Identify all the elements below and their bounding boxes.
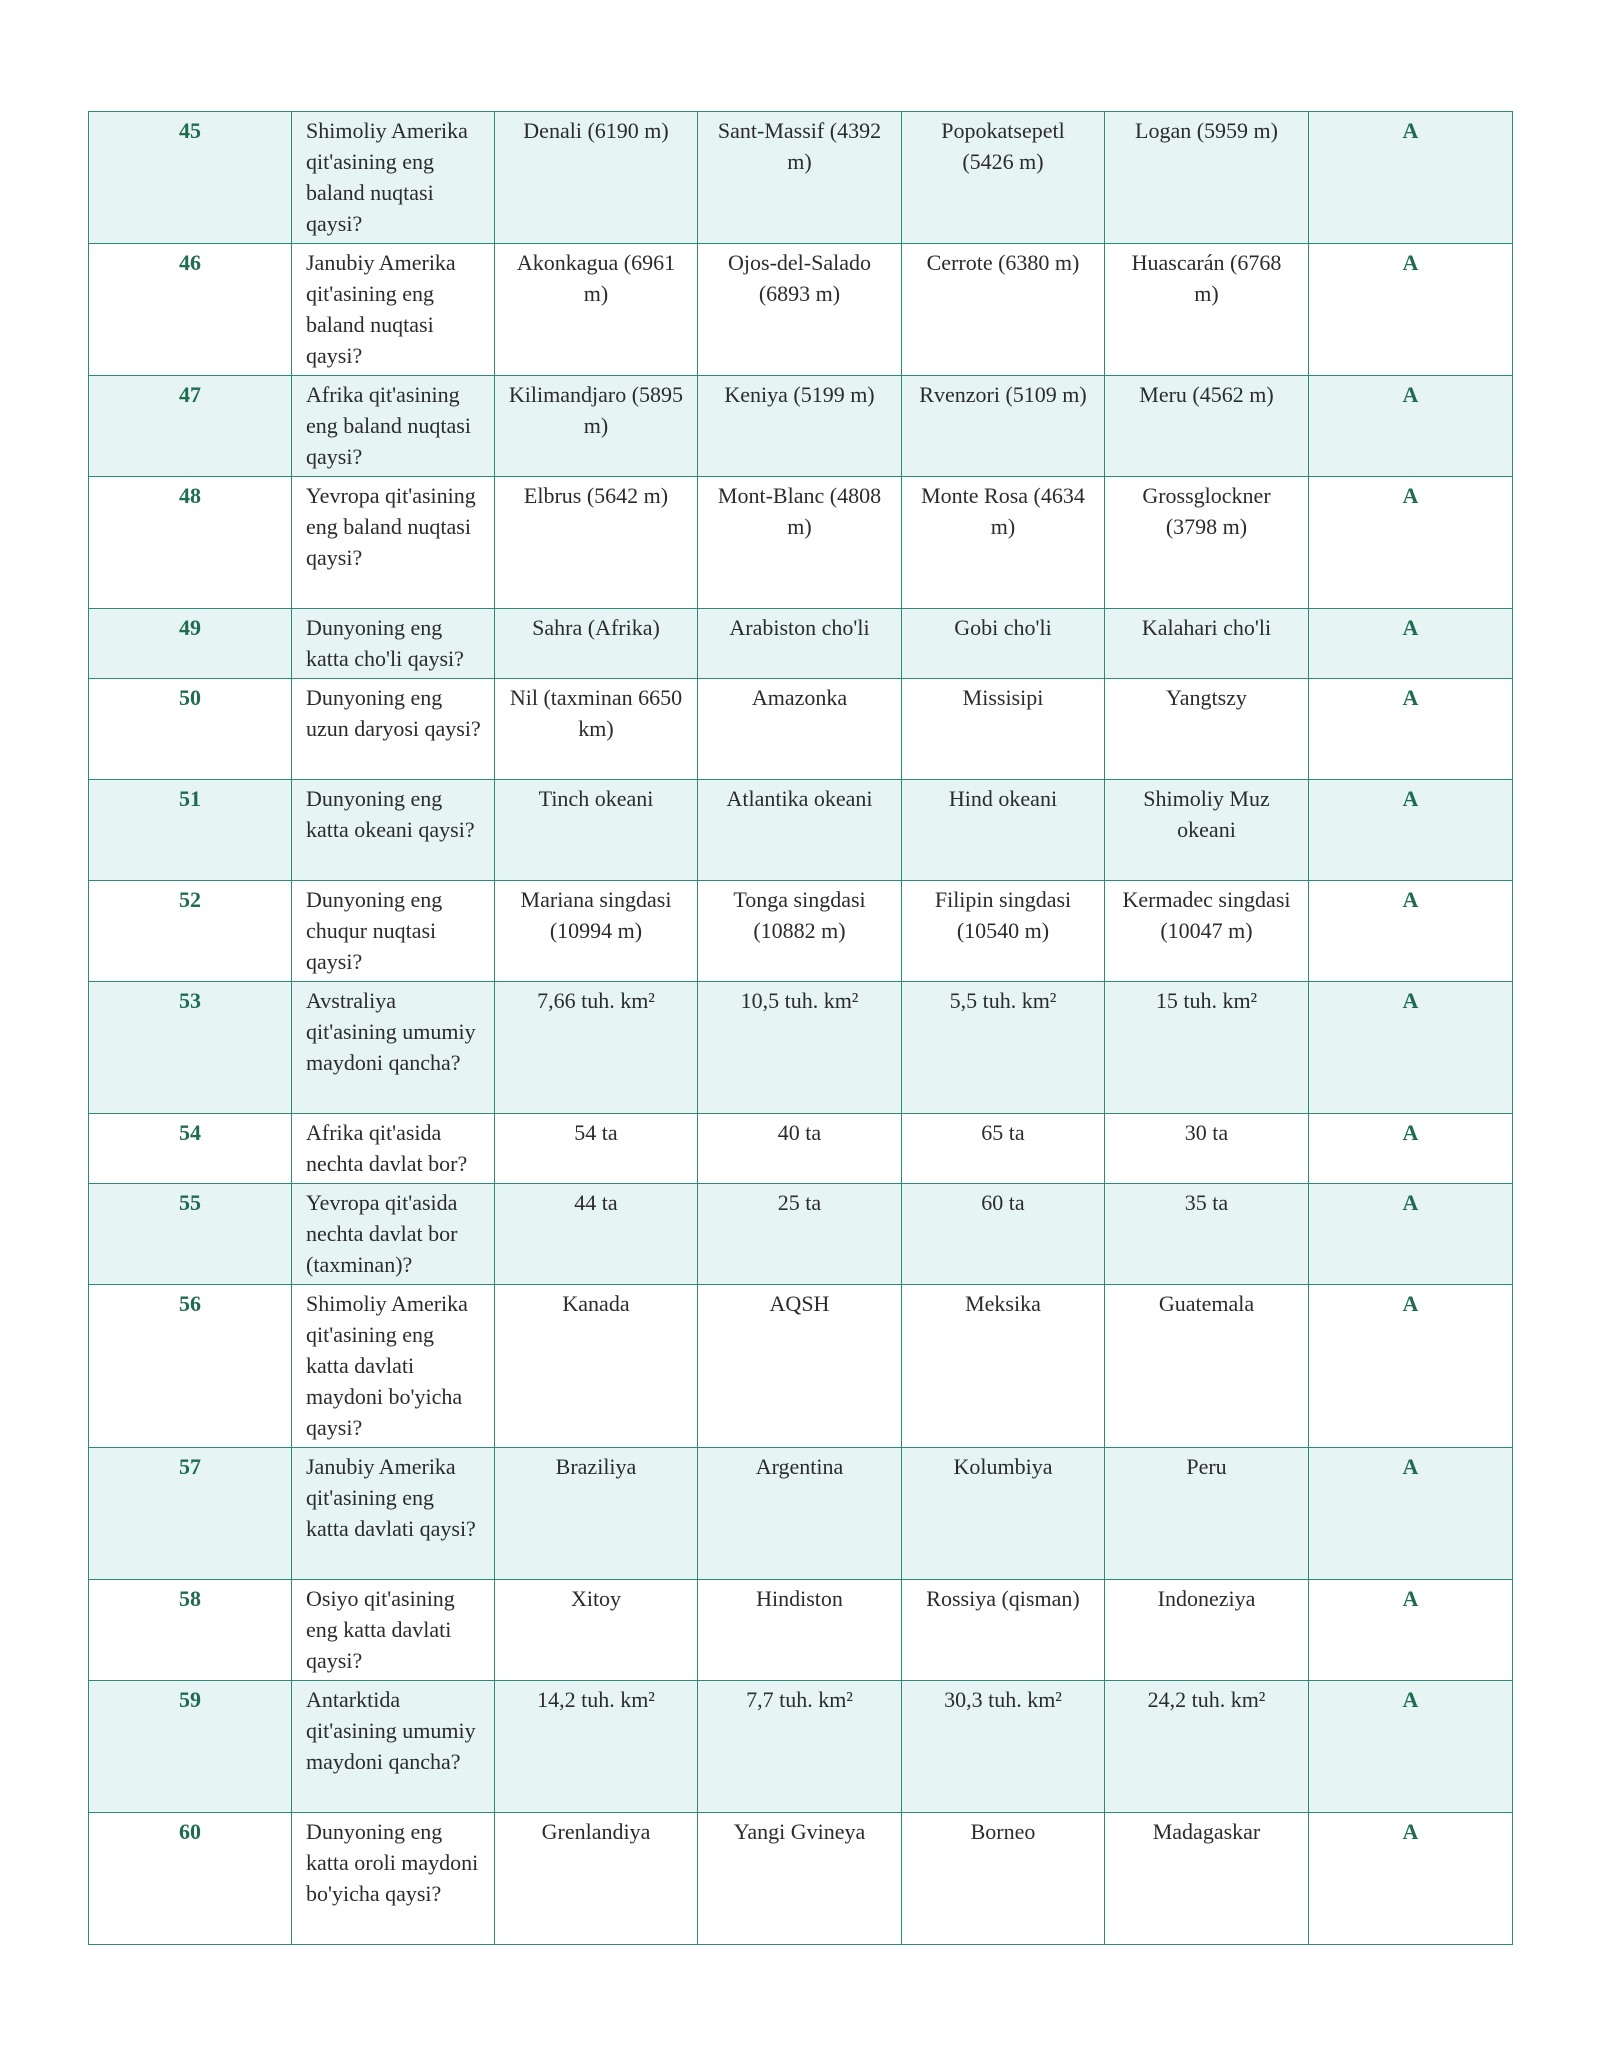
table-row <box>89 1813 1513 1945</box>
correct-answer: A <box>1309 609 1513 679</box>
correct-answer: A <box>1309 881 1513 982</box>
question-text: Janubiy Amerika qit'asining eng katta davlati qaysi? <box>292 1448 495 1580</box>
question-number: 50 <box>89 679 292 780</box>
option-a: Mariana singdasi (10994 m) <box>495 881 698 982</box>
option-d: Huascarán (6768 m) <box>1105 244 1309 376</box>
option-c: 60 ta <box>902 1184 1105 1285</box>
correct-answer: A <box>1309 112 1513 244</box>
option-c: Kolumbiya <box>902 1448 1105 1580</box>
option-a: Tinch okeani <box>495 780 698 881</box>
question-text: Antarktida qit'asining umumiy maydoni qancha? <box>292 1681 495 1813</box>
option-d: Kermadec singdasi (10047 m) <box>1105 881 1309 982</box>
question-number: 51 <box>89 780 292 881</box>
option-b: 10,5 tuh. km² <box>698 982 902 1114</box>
option-a: Braziliya <box>495 1448 698 1580</box>
option-c: 5,5 tuh. km² <box>902 982 1105 1114</box>
correct-answer: A <box>1309 1114 1513 1184</box>
option-b: Argentina <box>698 1448 902 1580</box>
table-row <box>89 1114 1513 1184</box>
option-b: Atlantika okeani <box>698 780 902 881</box>
table-row <box>89 780 1513 881</box>
option-c: Borneo <box>902 1813 1105 1945</box>
question-text: Avstraliya qit'asining umumiy maydoni qancha? <box>292 982 495 1114</box>
correct-answer: A <box>1309 244 1513 376</box>
option-b: Sant-Massif (4392 m) <box>698 112 902 244</box>
option-c: Rvenzori (5109 m) <box>902 376 1105 477</box>
question-number: 47 <box>89 376 292 477</box>
question-text: Dunyoning eng katta okeani qaysi? <box>292 780 495 881</box>
table-row <box>89 376 1513 477</box>
option-c: Missisipi <box>902 679 1105 780</box>
table-row <box>89 477 1513 609</box>
option-b: Arabiston cho'li <box>698 609 902 679</box>
question-text: Dunyoning eng uzun daryosi qaysi? <box>292 679 495 780</box>
question-text: Afrika qit'asida nechta davlat bor? <box>292 1114 495 1184</box>
question-text: Osiyo qit'asining eng katta davlati qaysi? <box>292 1580 495 1681</box>
correct-answer: A <box>1309 1580 1513 1681</box>
question-text: Dunyoning eng katta oroli maydoni bo'yicha qaysi? <box>292 1813 495 1945</box>
option-d: Kalahari cho'li <box>1105 609 1309 679</box>
option-d: Meru (4562 m) <box>1105 376 1309 477</box>
question-number: 49 <box>89 609 292 679</box>
correct-answer: A <box>1309 1184 1513 1285</box>
option-b: Tonga singdasi (10882 m) <box>698 881 902 982</box>
question-number: 59 <box>89 1681 292 1813</box>
option-c: Hind okeani <box>902 780 1105 881</box>
option-b: Hindiston <box>698 1580 902 1681</box>
option-b: Mont-Blanc (4808 m) <box>698 477 902 609</box>
option-a: 54 ta <box>495 1114 698 1184</box>
table-row <box>89 244 1513 376</box>
question-number: 53 <box>89 982 292 1114</box>
table-row <box>89 982 1513 1114</box>
option-d: 15 tuh. km² <box>1105 982 1309 1114</box>
option-a: Kilimandjaro (5895 m) <box>495 376 698 477</box>
question-text: Dunyoning eng katta cho'li qaysi? <box>292 609 495 679</box>
option-a: Grenlandiya <box>495 1813 698 1945</box>
quiz-table <box>88 111 1513 1945</box>
question-number: 54 <box>89 1114 292 1184</box>
option-b: AQSH <box>698 1285 902 1448</box>
question-number: 57 <box>89 1448 292 1580</box>
option-d: Indoneziya <box>1105 1580 1309 1681</box>
question-text: Afrika qit'asining eng baland nuqtasi qaysi? <box>292 376 495 477</box>
correct-answer: A <box>1309 477 1513 609</box>
correct-answer: A <box>1309 1813 1513 1945</box>
table-row <box>89 1448 1513 1580</box>
correct-answer: A <box>1309 780 1513 881</box>
option-d: Grossglockner (3798 m) <box>1105 477 1309 609</box>
option-a: Sahra (Afrika) <box>495 609 698 679</box>
option-c: 30,3 tuh. km² <box>902 1681 1105 1813</box>
option-c: Cerrote (6380 m) <box>902 244 1105 376</box>
question-number: 48 <box>89 477 292 609</box>
correct-answer: A <box>1309 982 1513 1114</box>
question-text: Janubiy Amerika qit'asining eng baland nuqtasi qaysi? <box>292 244 495 376</box>
option-a: 7,66 tuh. km² <box>495 982 698 1114</box>
option-c: 65 ta <box>902 1114 1105 1184</box>
table-row <box>89 1681 1513 1813</box>
question-number: 46 <box>89 244 292 376</box>
question-number: 58 <box>89 1580 292 1681</box>
option-b: 25 ta <box>698 1184 902 1285</box>
option-d: Peru <box>1105 1448 1309 1580</box>
table-row <box>89 609 1513 679</box>
question-number: 55 <box>89 1184 292 1285</box>
option-b: Amazonka <box>698 679 902 780</box>
option-c: Gobi cho'li <box>902 609 1105 679</box>
option-a: Elbrus (5642 m) <box>495 477 698 609</box>
correct-answer: A <box>1309 679 1513 780</box>
question-number: 45 <box>89 112 292 244</box>
correct-answer: A <box>1309 1448 1513 1580</box>
table-row <box>89 679 1513 780</box>
question-number: 56 <box>89 1285 292 1448</box>
option-a: 44 ta <box>495 1184 698 1285</box>
option-d: Madagaskar <box>1105 1813 1309 1945</box>
option-d: 30 ta <box>1105 1114 1309 1184</box>
table-row <box>89 112 1513 244</box>
option-b: 7,7 tuh. km² <box>698 1681 902 1813</box>
option-d: 35 ta <box>1105 1184 1309 1285</box>
option-a: Kanada <box>495 1285 698 1448</box>
option-c: Meksika <box>902 1285 1105 1448</box>
table-row <box>89 1285 1513 1448</box>
question-text: Yevropa qit'asining eng baland nuqtasi qaysi? <box>292 477 495 609</box>
table-row <box>89 1580 1513 1681</box>
question-text: Shimoliy Amerika qit'asining eng katta davlati maydoni bo'yicha qaysi? <box>292 1285 495 1448</box>
option-a: Akonkagua (6961 m) <box>495 244 698 376</box>
document-page <box>88 111 1512 1945</box>
option-d: Shimoliy Muz okeani <box>1105 780 1309 881</box>
option-d: Yangtszy <box>1105 679 1309 780</box>
option-d: 24,2 tuh. km² <box>1105 1681 1309 1813</box>
table-row <box>89 1184 1513 1285</box>
option-b: 40 ta <box>698 1114 902 1184</box>
question-number: 52 <box>89 881 292 982</box>
question-text: Dunyoning eng chuqur nuqtasi qaysi? <box>292 881 495 982</box>
option-c: Rossiya (qisman) <box>902 1580 1105 1681</box>
option-c: Popokatsepetl (5426 m) <box>902 112 1105 244</box>
option-b: Ojos-del-Salado (6893 m) <box>698 244 902 376</box>
option-c: Filipin singdasi (10540 m) <box>902 881 1105 982</box>
option-c: Monte Rosa (4634 m) <box>902 477 1105 609</box>
option-a: 14,2 tuh. km² <box>495 1681 698 1813</box>
table-row <box>89 881 1513 982</box>
option-d: Logan (5959 m) <box>1105 112 1309 244</box>
question-number: 60 <box>89 1813 292 1945</box>
option-a: Nil (taxminan 6650 km) <box>495 679 698 780</box>
option-a: Denali (6190 m) <box>495 112 698 244</box>
question-text: Shimoliy Amerika qit'asining eng baland nuqtasi qaysi? <box>292 112 495 244</box>
option-a: Xitoy <box>495 1580 698 1681</box>
correct-answer: A <box>1309 1681 1513 1813</box>
option-b: Keniya (5199 m) <box>698 376 902 477</box>
option-d: Guatemala <box>1105 1285 1309 1448</box>
quiz-table-body <box>89 112 1513 1945</box>
option-b: Yangi Gvineya <box>698 1813 902 1945</box>
question-text: Yevropa qit'asida nechta davlat bor (taxminan)? <box>292 1184 495 1285</box>
correct-answer: A <box>1309 1285 1513 1448</box>
correct-answer: A <box>1309 376 1513 477</box>
